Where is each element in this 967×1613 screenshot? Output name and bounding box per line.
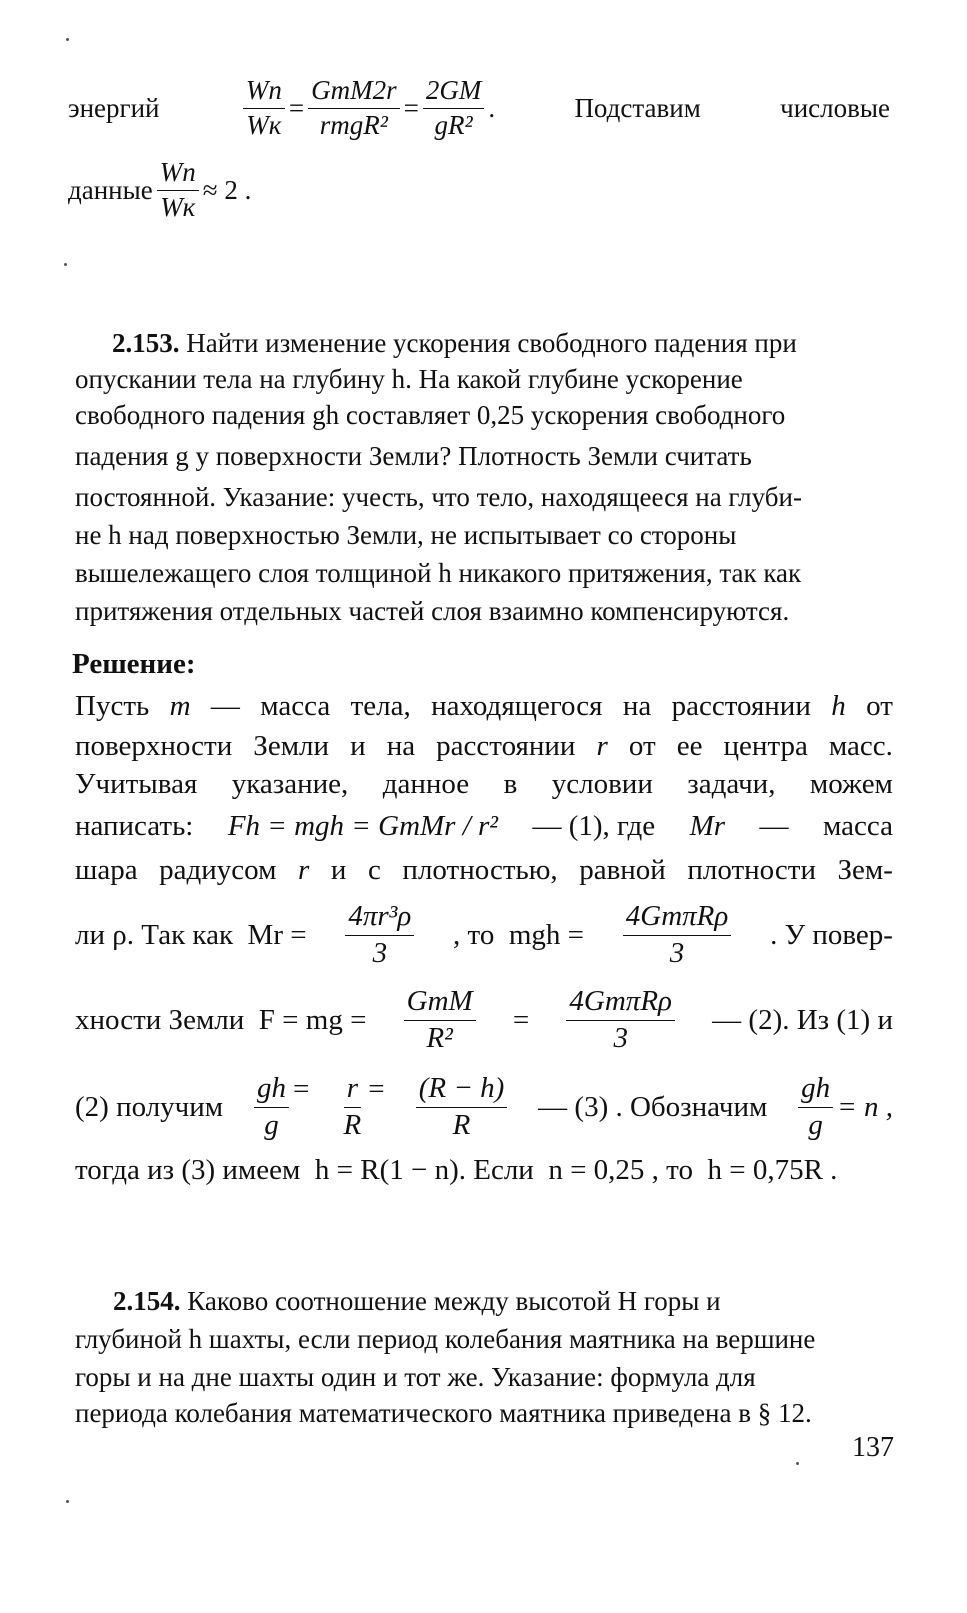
text-data: данные [68, 175, 153, 205]
text-fragment: gR² [434, 109, 473, 140]
text-fragment: r [344, 1073, 361, 1108]
text-fragment: (2) получим [75, 1091, 224, 1123]
text-energy: энергий [68, 93, 160, 123]
problem-number-153: 2.153. [112, 328, 180, 358]
text-fragment: Wп [243, 76, 285, 109]
text-fragment: от [866, 690, 893, 722]
scan-speck [64, 263, 67, 266]
p154-line-3 [75, 1359, 893, 1395]
text-fragment: притяжения отдельных частей слоя взаимно компенсируются. [75, 596, 790, 626]
text-fragment: , то mgh = [453, 919, 584, 951]
text-fragment: масса [260, 690, 331, 722]
problem-number-154: 2.154. [113, 1286, 181, 1316]
text-fragment: не h над поверхностью Земли, не испытывает со стороны [75, 520, 737, 550]
sol-line-6 [75, 900, 893, 970]
sol-line-9 [75, 1152, 893, 1188]
fraction-wp-wk [243, 76, 285, 140]
p153-line-3 [75, 397, 893, 433]
text-fragment: — [759, 810, 789, 842]
text-fragment: 2GM [423, 76, 485, 109]
text-fragment: h [831, 690, 846, 722]
sol-line-3 [75, 766, 893, 802]
text-fragment: 3 [372, 936, 388, 969]
text-fragment: шара [75, 854, 138, 886]
text-fragment: можем [809, 768, 893, 800]
scan-speck [796, 1462, 799, 1465]
text-fragment: Mr [689, 810, 726, 842]
text-fragment: свободного падения gh составляет 0,25 ускорения свободного [75, 400, 786, 430]
fraction-r-R [340, 1073, 364, 1142]
text-fragment: (R − h) [416, 1073, 508, 1108]
text-fragment: Пусть [75, 690, 150, 722]
text-fragment: g [808, 1108, 823, 1141]
text-fragment: находящегося [431, 690, 603, 722]
sol-line-8: (2) получим $\frac{gh}{g}$ = $\frac{r}{R}$ = $\frac{(R - h)}{R}$ — (3) . Обозначим $\frac{gh}{g}$ = n , [75, 1071, 893, 1141]
text-fragment: Wк [160, 191, 196, 222]
text-fragment: r [596, 730, 608, 762]
text-fragment: — (2). Из (1) и [712, 1004, 893, 1036]
scan-speck [66, 1500, 69, 1503]
text-fragment: — (3) . Обозначим [538, 1091, 768, 1123]
text-fragment: и [330, 854, 347, 886]
text-fragment: постоянной. Указание: учесть, что тело, находящееся на глуби- [75, 482, 802, 512]
text-fragment: — (1), где [532, 810, 656, 842]
p153-line-5 [75, 479, 893, 515]
p154-line-2 [75, 1321, 893, 1357]
text-approx: ≈ 2 . [202, 175, 252, 205]
text-fragment: GmM2r [308, 76, 400, 109]
text-fragment: написать: [75, 810, 194, 842]
text-fragment: gh [798, 1073, 833, 1108]
text-fragment: ее [676, 730, 703, 762]
text-numeric: числовые [780, 93, 890, 123]
text-fragment: g [264, 1108, 279, 1141]
p153-line-7 [75, 555, 893, 591]
text-fragment: r [298, 854, 310, 886]
text-fragment: = n , [837, 1091, 893, 1123]
text-fragment: радиусом [159, 854, 277, 886]
solution-heading: Решение: [72, 648, 196, 680]
fraction-mgh [623, 901, 732, 970]
text-fragment: gh [254, 1073, 289, 1108]
text-fragment: 4πr³ρ [345, 901, 414, 936]
text-fragment: периода колебания математического маятника приведена в § 12. [75, 1398, 812, 1428]
text-fragment: ли ρ. Так как Mr = [75, 919, 307, 951]
p153-line-1 [75, 325, 893, 361]
page-number: 137 [852, 1432, 894, 1463]
fraction-gmm2r [308, 76, 400, 140]
text-fragment: Wп [157, 158, 199, 191]
text-fragment: и [350, 730, 366, 762]
text-fragment: хности Земли F = mg = [75, 1004, 367, 1036]
text-fragment: задачи, [687, 768, 776, 800]
text-substitute: Подставим [574, 93, 701, 123]
p153-line-8 [75, 593, 893, 629]
fraction-wp-wk-2 [157, 158, 199, 222]
text-fragment: глубиной h шахты, если период колебания маятника на вершине [75, 1324, 816, 1354]
text-fragment: на [386, 730, 416, 762]
text-fragment: тела, [350, 690, 411, 722]
text-fragment: rmgR² [319, 109, 388, 140]
text-fragment: 3 [613, 1021, 628, 1054]
text-fragment: центра [723, 730, 808, 762]
text-fragment: опускании тела на глубину h. На какой глубине ускорение [75, 364, 743, 394]
p153-line-4 [75, 438, 893, 474]
text-fragment: поверхности [75, 730, 233, 762]
text-fragment: Учитывая [75, 768, 198, 800]
sol-line-7 [75, 985, 893, 1055]
p153-line-6 [75, 517, 893, 553]
fraction-4gm [566, 986, 675, 1055]
sol-line-1 [75, 688, 893, 724]
text-fragment: вышележащего слоя толщиной h никакого притяжения, так как [75, 558, 802, 588]
text-fragment: в [503, 768, 518, 800]
fraction-gmm [404, 986, 476, 1055]
text-fragment: 3 [669, 936, 685, 969]
text-fragment: условии [551, 768, 653, 800]
fraction-n [798, 1073, 833, 1142]
scan-speck [66, 38, 69, 41]
text-fragment: 4GmπRρ [566, 986, 675, 1021]
text-fragment: Зем- [837, 854, 893, 886]
text-fragment: горы и на дне шахты один и тот же. Указание: формула для [75, 1362, 756, 1392]
text-fragment: Найти изменение ускорения свободного падения при [186, 328, 797, 358]
text-fragment: . У повер- [770, 919, 893, 951]
energy-ratio-line: энергий $\frac{Wп}{Wк}$ = $\frac{\text{GmM2r}}{\text{rmgR²}}$ = $\frac{2GM}{\text{gR²}}$ . Подставим числовые [68, 74, 890, 140]
text-fragment: данное [382, 768, 470, 800]
p154-line-4 [75, 1395, 893, 1431]
text-fragment: тогда из (3) имеем h = R(1 − n). Если n = 0,25 , то h = 0,75R . [75, 1154, 838, 1186]
fraction-rh-R [416, 1073, 508, 1142]
text-fragment: от [628, 730, 656, 762]
text-fragment: масс. [828, 730, 893, 762]
text-fragment: Fh = mgh = GmMr / r² [227, 810, 498, 842]
text-fragment: указание, [231, 768, 349, 800]
text-fragment: R [343, 1108, 362, 1141]
text-fragment: расстоянии [671, 690, 811, 722]
sol-line-5 [75, 852, 893, 888]
sol-line-4 [75, 808, 893, 844]
p153-line-2 [75, 361, 893, 397]
text-fragment: равной [579, 854, 666, 886]
text-fragment: падения g у поверхности Земли? Плотность Земли считать [75, 441, 752, 471]
numeric-data-line [68, 150, 886, 230]
fraction-gh-g [254, 1073, 289, 1142]
text-fragment: GmM [404, 986, 476, 1021]
fraction-2gm [423, 76, 485, 140]
p154-line-1 [75, 1283, 893, 1319]
text-fragment: Wк [246, 109, 282, 140]
text-fragment: с [367, 854, 381, 886]
fraction-mr [345, 901, 414, 970]
text-fragment: = [512, 1004, 530, 1036]
text-fragment: — [210, 690, 240, 722]
text-fragment: плотностью, [402, 854, 558, 886]
text-fragment: на [622, 690, 652, 722]
text-fragment: Каково соотношение между высотой H горы и [187, 1286, 721, 1316]
text-fragment: расстоянии [436, 730, 576, 762]
text-fragment: R² [426, 1021, 453, 1054]
text-fragment: масса [822, 810, 893, 842]
text-fragment: плотности [687, 854, 816, 886]
text-fragment: R [452, 1108, 471, 1141]
sol-line-2 [75, 728, 893, 764]
text-fragment: 4GmπRρ [623, 901, 732, 936]
text-fragment: m [169, 690, 191, 722]
text-fragment: Земли [253, 730, 330, 762]
